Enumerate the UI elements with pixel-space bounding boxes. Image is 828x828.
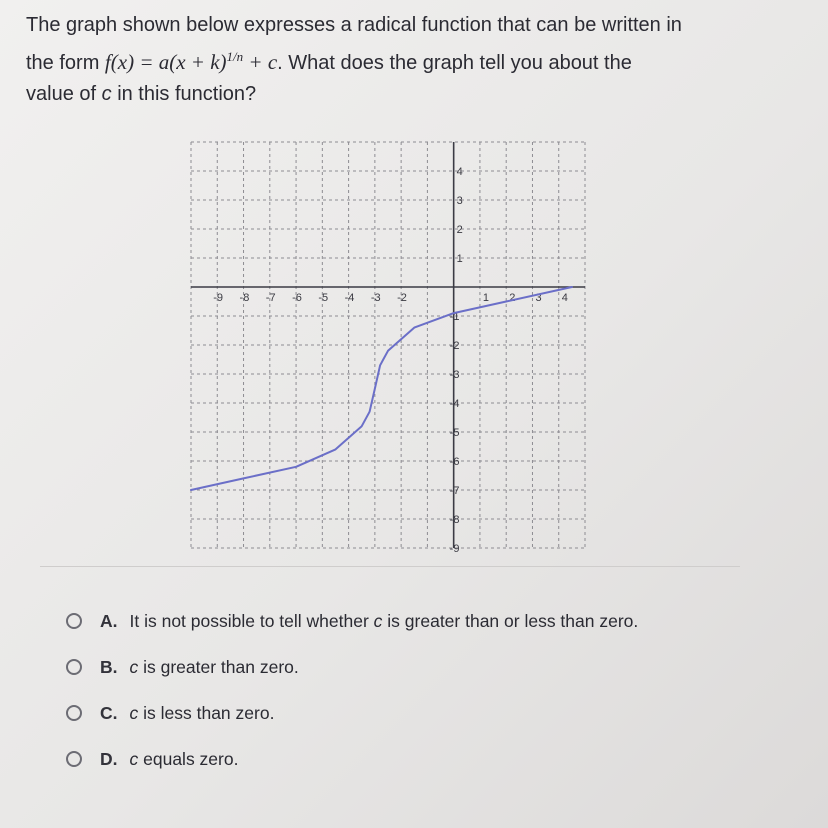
x-tick-label: -8 bbox=[239, 292, 250, 304]
y-tick-label: -5 bbox=[449, 427, 460, 439]
option-d-letter: D. bbox=[100, 748, 118, 769]
x-tick-label: 3 bbox=[535, 292, 542, 304]
x-tick-label: -9 bbox=[213, 292, 224, 304]
formula-tail: + c bbox=[248, 50, 278, 74]
option-a-post: is greater than or less than zero. bbox=[387, 610, 639, 631]
x-tick-label: -6 bbox=[292, 292, 302, 304]
option-b-text bbox=[130, 657, 299, 678]
option-c[interactable] bbox=[66, 690, 786, 736]
option-b[interactable] bbox=[66, 644, 786, 690]
question-line-3-suffix: in this function? bbox=[117, 83, 257, 105]
y-tick-label: -8 bbox=[449, 514, 460, 526]
y-tick-label: -4 bbox=[449, 398, 460, 410]
x-tick-label: -2 bbox=[397, 292, 407, 304]
y-tick-label: -2 bbox=[449, 340, 460, 352]
y-tick-label: 3 bbox=[456, 195, 463, 207]
graph bbox=[183, 136, 593, 556]
option-a[interactable] bbox=[66, 598, 786, 644]
radio-a[interactable] bbox=[66, 613, 82, 629]
answer-options bbox=[66, 598, 786, 782]
question-text bbox=[26, 10, 786, 110]
y-tick-label: -3 bbox=[449, 369, 460, 381]
question-form-label: the form bbox=[26, 52, 100, 74]
formula bbox=[105, 50, 277, 74]
y-tick-label: 4 bbox=[456, 166, 463, 178]
option-b-letter: B. bbox=[100, 656, 118, 677]
y-tick-label: -1 bbox=[449, 311, 460, 323]
option-d-var: c bbox=[129, 748, 139, 769]
option-c-letter: C. bbox=[100, 702, 118, 723]
x-tick-label: 4 bbox=[561, 292, 568, 304]
y-tick-label: 1 bbox=[456, 253, 463, 265]
option-a-letter: A. bbox=[100, 610, 118, 631]
x-tick-label: 1 bbox=[482, 292, 490, 304]
x-tick-label: -7 bbox=[265, 292, 276, 304]
y-tick-label: 2 bbox=[456, 224, 463, 236]
option-c-post: is less than zero. bbox=[143, 702, 275, 723]
x-tick-label: -5 bbox=[318, 292, 329, 304]
question-var-c: c bbox=[101, 83, 112, 105]
option-d-post: equals zero. bbox=[143, 748, 239, 769]
option-b-var: c bbox=[129, 656, 139, 677]
formula-main: f(x) = a(x + k) bbox=[104, 50, 227, 74]
y-tick-label: -6 bbox=[449, 456, 460, 468]
x-tick-label: -3 bbox=[370, 292, 381, 304]
option-d[interactable] bbox=[66, 736, 786, 782]
option-b-post: is greater than zero. bbox=[143, 656, 299, 677]
graph-svg bbox=[183, 136, 593, 556]
option-a-pre: It is not possible to tell whether bbox=[129, 610, 369, 631]
option-a-text bbox=[130, 611, 639, 632]
x-tick-label: 2 bbox=[509, 292, 516, 304]
y-tick-label: -7 bbox=[449, 485, 460, 497]
question-line-3 bbox=[26, 79, 786, 110]
divider bbox=[40, 566, 740, 567]
option-a-var: c bbox=[373, 610, 383, 631]
radio-b[interactable] bbox=[66, 659, 82, 675]
y-tick-label: -9 bbox=[449, 543, 460, 555]
x-tick-label: -4 bbox=[344, 292, 355, 304]
option-c-var: c bbox=[129, 702, 139, 723]
function-curve bbox=[191, 287, 572, 490]
formula-exponent: 1/n bbox=[226, 49, 244, 64]
option-c-text bbox=[130, 703, 275, 724]
question-line-1: The graph shown below expresses a radical function that can be written in bbox=[26, 14, 682, 36]
question-line-2-suffix: . What does the graph tell you about the bbox=[277, 52, 632, 74]
question-line-2 bbox=[26, 41, 786, 79]
radio-c[interactable] bbox=[66, 705, 82, 721]
option-d-text bbox=[130, 749, 239, 770]
radio-d[interactable] bbox=[66, 751, 82, 767]
question-line-3-prefix: value of bbox=[26, 83, 97, 105]
